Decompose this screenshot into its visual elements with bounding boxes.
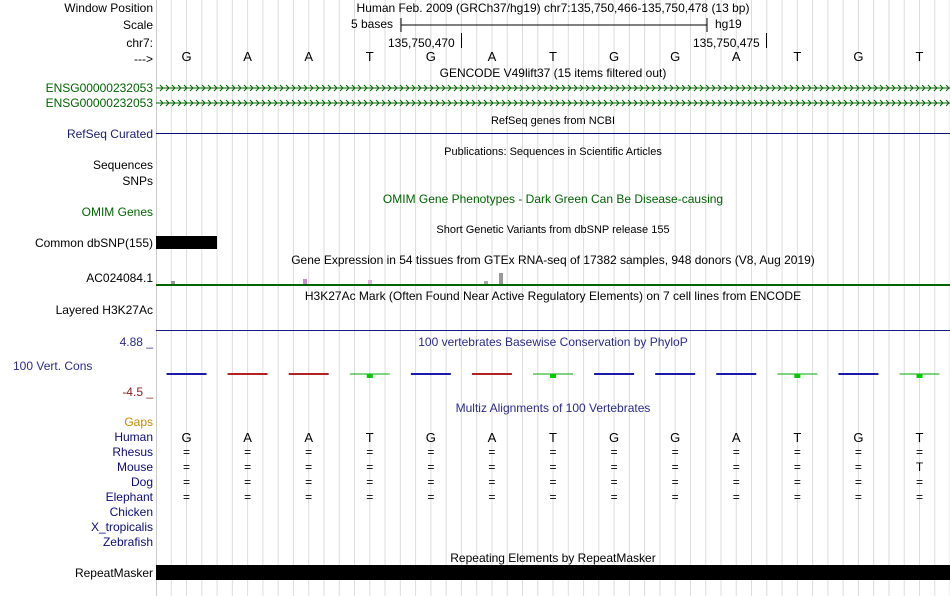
alignment-base: = [549, 445, 557, 459]
alignment-base: = [244, 475, 252, 489]
omim-label[interactable]: OMIM Genes [81, 205, 153, 219]
species-label[interactable]: Mouse [116, 460, 153, 474]
phylop-base-mark [900, 374, 940, 378]
alignment-base: G [609, 430, 620, 445]
alignment-base: G [670, 430, 681, 445]
gencode-feature-1[interactable] [156, 82, 950, 94]
phylop-max-value: 4.88 _ [119, 335, 153, 349]
gtex-label[interactable]: AC024084.1 [86, 271, 153, 285]
alignment-base: = [732, 460, 740, 474]
alignment-base: = [610, 460, 618, 474]
alignment-base: = [366, 490, 374, 504]
alignment-base: = [366, 445, 374, 459]
alignment-base: = [915, 475, 923, 489]
refseq-track-title[interactable]: RefSeq genes from NCBI [490, 115, 616, 127]
alignment-base: = [732, 490, 740, 504]
repeatmasker-feature-bar[interactable] [156, 565, 950, 580]
alignment-base: = [244, 490, 252, 504]
alignment-base: = [549, 490, 557, 504]
window-position-value: Human Feb. 2009 (GRCh37/hg19) chr7:135,750,466-135,750,478 (13 bp) [356, 1, 750, 15]
phylop-base-mark [533, 374, 573, 378]
base-letter: A [487, 49, 497, 64]
base-letter: A [243, 49, 252, 64]
phylop-base-mark [350, 374, 390, 378]
alignment-base: T [365, 430, 374, 445]
alignment-base: = [732, 445, 740, 459]
alignment-base: = [305, 475, 313, 489]
alignment-base: = [244, 445, 252, 459]
species-alignment-row [0, 490, 950, 504]
alignment-base: = [427, 475, 435, 489]
gencode-item-label[interactable]: ENSG00000232053 [45, 96, 153, 110]
alignment-base: = [183, 460, 191, 474]
gencode-track-title[interactable]: GENCODE V49lift37 (15 items filtered out) [439, 66, 667, 80]
alignment-base: = [854, 490, 862, 504]
alignment-base: = [732, 475, 740, 489]
gaps-label[interactable]: Gaps [124, 415, 153, 429]
dbsnp-label[interactable]: Common dbSNP(155) [34, 236, 153, 250]
species-label[interactable]: Dog [130, 475, 153, 489]
repeatmasker-track-title[interactable]: Repeating Elements by RepeatMasker [450, 551, 656, 565]
phylop-base-mark [777, 374, 817, 378]
species-alignment-row [0, 460, 950, 474]
base-letter: G [425, 49, 436, 64]
repeatmasker-label[interactable]: RepeatMasker [74, 566, 153, 580]
species-label[interactable]: Zebrafish [102, 535, 153, 549]
snps-label[interactable]: SNPs [122, 174, 153, 188]
coord-right: 135,750,475 [693, 36, 760, 50]
alignment-base: A [487, 430, 497, 445]
gencode-feature-2[interactable] [156, 97, 950, 109]
alignment-base: G [853, 430, 864, 445]
alignment-base: = [488, 490, 496, 504]
phylop-min-value: -4.5 _ [122, 385, 153, 399]
species-label[interactable]: Chicken [109, 505, 153, 519]
alignment-base: = [427, 445, 435, 459]
alignment-base: T [915, 430, 924, 445]
gtex-track-title[interactable]: Gene Expression in 54 tissues from GTEx RNA-seq of 17382 samples, 948 donors (V8, Aug 2019) [291, 253, 815, 267]
refseq-feature-line[interactable] [156, 133, 950, 134]
alignment-base: A [243, 430, 252, 445]
alignment-base: = [854, 460, 862, 474]
alignment-base: = [488, 475, 496, 489]
h3k27ac-signal-baseline[interactable] [156, 330, 950, 331]
base-letter: G [670, 49, 681, 64]
h3k27ac-label[interactable]: Layered H3K27Ac [55, 303, 153, 317]
scale-label: Scale [122, 18, 153, 32]
scale-assembly: hg19 [715, 17, 742, 31]
alignment-base: G [181, 430, 192, 445]
base-letter: G [181, 49, 192, 64]
alignment-base: = [793, 445, 801, 459]
omim-track-title[interactable]: OMIM Gene Phenotypes - Dark Green Can Be Disease-causing [382, 192, 724, 206]
h3k27ac-track-title[interactable]: H3K27Ac Mark (Often Found Near Active Regulatory Elements) on 7 cell lines from ENCODE [304, 289, 802, 303]
species-label[interactable]: Rhesus [112, 445, 153, 459]
alignment-base: A [304, 430, 314, 445]
dbsnp-track-title[interactable]: Short Genetic Variants from dbSNP release 155 [436, 224, 670, 236]
alignment-base: G [425, 430, 436, 445]
alignment-base: = [549, 475, 557, 489]
base-letter: A [304, 49, 314, 64]
refseq-label[interactable]: RefSeq Curated [66, 127, 153, 141]
species-alignment-row [0, 445, 950, 459]
alignment-base: = [671, 490, 679, 504]
base-letter: G [853, 49, 864, 64]
chrom-label: chr7: [126, 36, 153, 50]
alignment-base: A [731, 430, 741, 445]
phylop-track-title[interactable]: 100 vertebrates Basewise Conservation by PhyloP [418, 335, 688, 349]
base-letter: T [793, 49, 802, 64]
coord-left: 135,750,470 [388, 36, 455, 50]
gencode-item-label[interactable]: ENSG00000232053 [45, 81, 153, 95]
alignment-base: = [366, 475, 374, 489]
multiz-track-title[interactable]: Multiz Alignments of 100 Vertebrates [455, 401, 651, 415]
alignment-base: = [427, 490, 435, 504]
species-label[interactable]: Human [114, 430, 153, 444]
base-letter: T [915, 49, 924, 64]
gtex-expression-bars[interactable] [156, 270, 950, 288]
alignment-base: = [305, 490, 313, 504]
alignment-base: = [366, 460, 374, 474]
alignment-base: T [793, 430, 802, 445]
sequences-label[interactable]: Sequences [92, 158, 153, 172]
alignment-base: = [183, 445, 191, 459]
scale-text: 5 bases [351, 17, 394, 31]
alignment-base: = [244, 460, 252, 474]
base-sequence-row [0, 49, 950, 64]
species-alignment-row [0, 475, 950, 489]
alignment-base: = [610, 490, 618, 504]
alignment-base: = [854, 445, 862, 459]
alignment-base: = [915, 445, 923, 459]
alignment-base: = [915, 490, 923, 504]
dbsnp-variant-bar[interactable] [156, 236, 217, 249]
coord-right-tick [766, 33, 767, 48]
species-label[interactable]: X_tropicalis [90, 520, 153, 534]
base-letter: G [609, 49, 620, 64]
publications-track-title[interactable]: Publications: Sequences in Scientific Articles [444, 146, 662, 158]
alignment-base: = [793, 490, 801, 504]
alignment-base: = [305, 460, 313, 474]
alignment-base: = [854, 475, 862, 489]
base-letter: T [365, 49, 374, 64]
alignment-base: = [671, 475, 679, 489]
alignment-base: = [671, 460, 679, 474]
phylop-label[interactable]: 100 Vert. Cons [13, 359, 93, 373]
alignment-base: = [671, 445, 679, 459]
alignment-base: = [183, 475, 191, 489]
alignment-base: = [610, 445, 618, 459]
phylop-signal[interactable] [156, 366, 950, 382]
window-position-label: Window Position [64, 1, 153, 15]
strand-label: ---> [134, 52, 153, 66]
coord-left-tick [461, 33, 462, 48]
alignment-base: = [305, 445, 313, 459]
alignment-base: = [488, 445, 496, 459]
species-label[interactable]: Elephant [105, 490, 153, 504]
alignment-base: = [427, 460, 435, 474]
alignment-base: = [488, 460, 496, 474]
species-alignment-row [0, 430, 950, 444]
scale-bar [400, 14, 710, 36]
alignment-base: = [549, 460, 557, 474]
alignment-base: = [793, 475, 801, 489]
alignment-base: = [183, 490, 191, 504]
base-letter: T [549, 49, 557, 64]
base-letter: A [731, 49, 741, 64]
alignment-base: = [610, 475, 618, 489]
alignment-base: T [915, 460, 924, 474]
alignment-base: T [549, 430, 557, 445]
alignment-base: = [793, 460, 801, 474]
